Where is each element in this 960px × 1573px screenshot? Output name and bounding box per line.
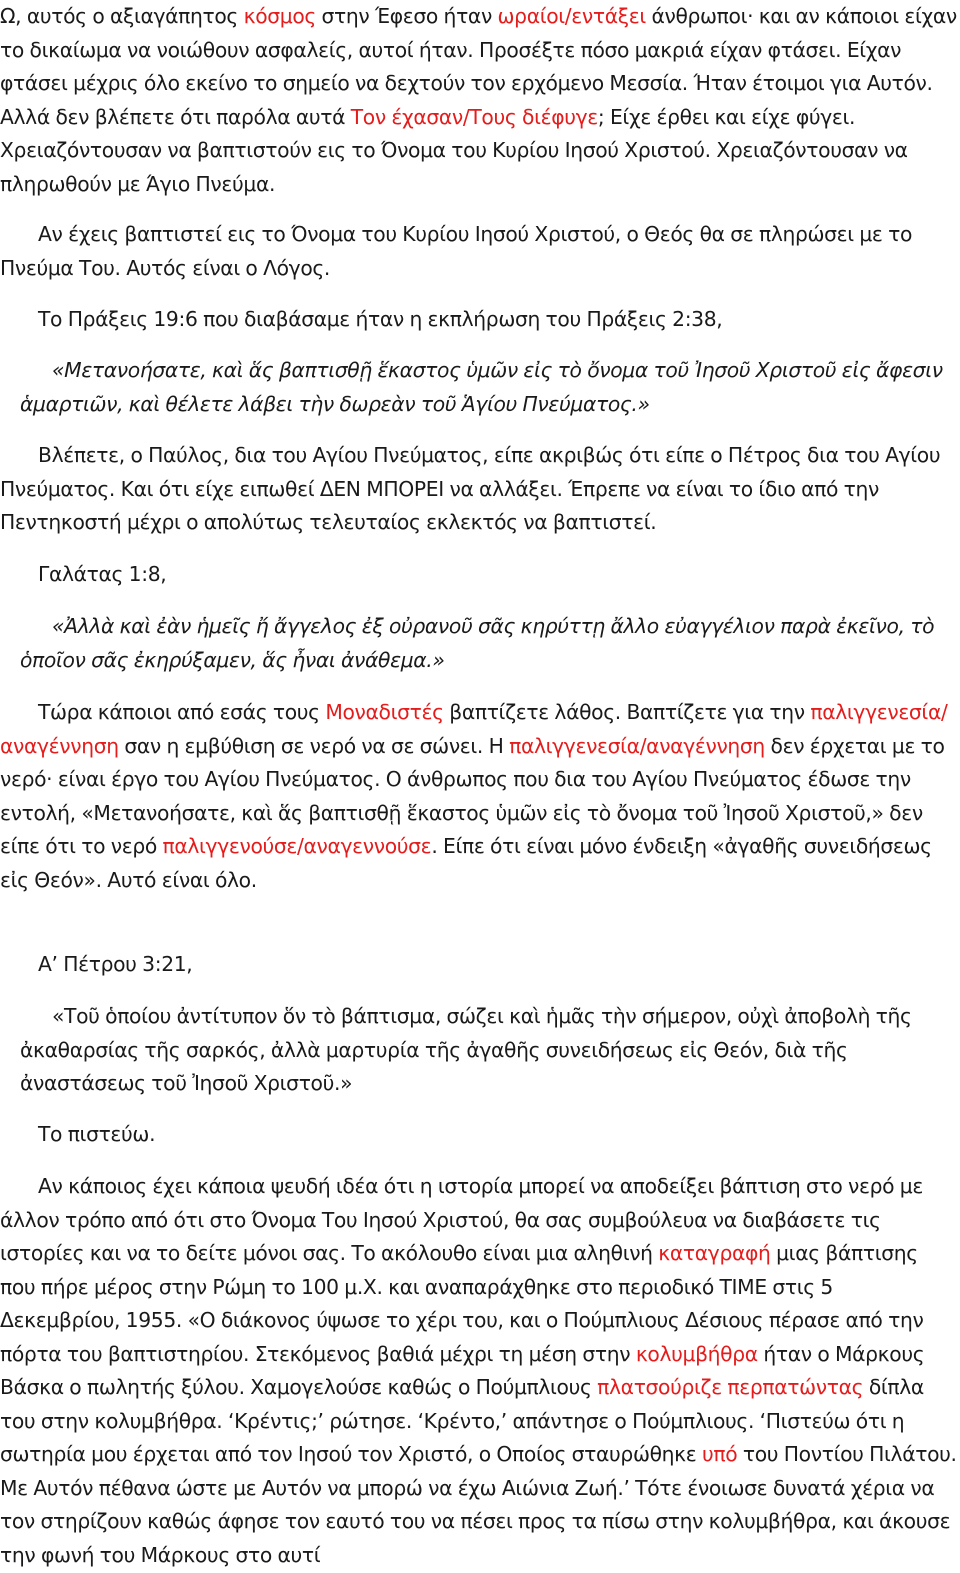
text-run: Ω, αυτός ο αξιαγάπητος xyxy=(0,4,244,28)
highlighted-term: κόσμος xyxy=(243,4,316,28)
text-run: ; Είχε έρθει και είχε φύγει. Χρειαζόντουσαν να βαπτιστούν εις το Όνομα του Κυρίου Ιησού Χριστού. Χρειαζόντουσαν να πληρωθούν με Άγιο Πνεύμα. xyxy=(0,104,908,196)
text-run: βαπτίζετε λάθος. Βαπτίζετε για την xyxy=(443,700,811,724)
paragraph-i-believe xyxy=(0,1118,958,1152)
paragraph-paul-peter xyxy=(0,439,958,540)
highlighted-term: Τον έχασαν/Τους διέφυγε xyxy=(350,104,598,129)
scripture-quote-acts-2-38 xyxy=(0,354,958,421)
text-run: «Τοῦ ὁποίου ἀντίτυπον ὅν τὸ βάπτισμα, σώζει καὶ ἡμᾶς τὴν σήμερον, οὐχὶ ἀποβολὴ τῆς ἀκαθαρσίας τῆς σαρκός, ἀλλὰ μαρτυρία τῆς ἀγαθῆς συνειδήσεως εἰς Θεόν, διὰ τῆς ἀναστάσεως τοῦ Ἰησοῦ Χριστοῦ.» xyxy=(20,1004,912,1095)
text-run: του Ποντίου Πιλάτου. Με Αυτόν πέθανα ώστε με Αυτόν να μπορώ να έχω Αιώνια Ζωή.’ Τότε ένοιωσε δυνατά χέρια να τον στηρίζουν καθώς άφησε τον εαυτό του να πέσει προς τα πίσω στην κολυμβήθρα, και άκουσε την φωνή του Μάρκους στο αυτί xyxy=(0,1442,957,1567)
text-run: άνθρωποι· και αν κάποιοι είχαν το δικαίωμα να νοιώθουν ασφαλείς, αυτοί ήταν. Προσέξτε πόσο μακριά είχαν φτάσει. Είχαν φτάσει μέχρις όλο εκείνο το σημείο να δεχτούν τον ερχόμενο Μεσσία. Ήταν έτοιμοι για Αυτόν. Αλλά δεν βλέπετε ότι παρόλα αυτά xyxy=(0,4,957,129)
text-run: δεν έρχεται με το νερό· είναι έργο του Αγίου Πνεύματος. Ο άνθρωπος που δια του Αγίου Πνεύματος έδωσε την εντολή, «Μετανοήσατε, καὶ ἅς βαπτισθῇ ἕκαστος ὑμῶν εἰς τὸ ὄνομα τοῦ Ἰησοῦ Χριστοῦ,» δεν είπε ότι το νερό xyxy=(0,733,945,858)
text-run: Βλέπετε, ο Παύλος, δια του Αγίου Πνεύματος, είπε ακριβώς ότι είπε ο Πέτρος δια του Αγίου Πνεύματος. Και ότι είχε ειπωθεί ΔΕΝ ΜΠΟΡΕΙ να αλλάξει. Έπρεπε να είναι το ίδιο από την Πεντηκοστή μέχρι ο απολύτως τελευταίος εκλεκτός να βαπτιστεί. xyxy=(0,443,941,534)
highlighted-term: Μοναδιστές xyxy=(325,700,444,724)
paragraph-efesos xyxy=(0,0,958,201)
text-run: «Ἀλλὰ καὶ ἐὰν ἡμεῖς ἤ ἄγγελος ἐξ οὐρανοῦ σᾶς κηρύττῃ ἄλλο εὐαγγέλιον παρὰ ἐκεῖνο, τὸ ὁποῖον σᾶς ἐκηρύξαμεν, ἅς ἦναι ἀνάθεμα.» xyxy=(20,614,935,672)
text-run: Το Πράξεις 19:6 που διαβάσαμε ήταν η εκπλήρωση του Πράξεις 2:38, xyxy=(38,307,723,331)
highlighted-term: καταγραφή xyxy=(658,1241,771,1265)
highlighted-term: κολυμβήθρα xyxy=(635,1341,758,1366)
text-run: Το πιστεύω. xyxy=(38,1122,156,1146)
text-run: Α’ Πέτρου 3:21, xyxy=(38,952,193,976)
text-run: ήταν ο Μάρκους Βάσκα ο πωλητής ξύλου. Χαμογελούσε καθώς ο Πούμπλιους xyxy=(0,1341,925,1399)
text-run: Αν έχεις βαπτιστεί εις το Όνομα του Κυρίου Ιησού Χριστού, ο Θεός θα σε πληρώσει με το Πνεύμα Του. Αυτός είναι ο Λόγος. xyxy=(0,222,913,280)
scripture-quote-1-peter-3-21 xyxy=(0,1000,958,1101)
text-run: Τώρα κάποιοι από εσάς τους xyxy=(38,700,326,724)
text-run: δίπλα του στην κολυμβήθρα. ‘Κρέντις;’ ρώτησε. ‘Κρέντο,’ απάντησε ο Πούμπλιους. ‘Πιστεύω ότι η σωτηρία μου έρχεται από τον Ιησού τον Χριστό, ο Οποίος σταυρώθηκε xyxy=(0,1375,924,1466)
paragraph-history-baptism xyxy=(0,1170,958,1572)
paragraph-galatians-reference xyxy=(0,558,958,592)
text-run: σαν η εμβύθιση σε νερό να σε σώνει. Η xyxy=(118,733,510,758)
highlighted-term: παλιγγενεσία/αναγέννηση xyxy=(509,733,765,758)
highlighted-term: υπό xyxy=(701,1442,738,1466)
text-run: Γαλάτας 1:8, xyxy=(38,562,167,586)
text-run: «Μετανοήσατε, καὶ ἅς βαπτισθῇ ἕκαστος ὑμῶν εἰς τὸ ὄνομα τοῦ Ἰησοῦ Χριστοῦ εἰς ἄφεσιν ἁμαρτιῶν, καὶ θέλετε λάβει τὴν δωρεὰν τοῦ Ἁγίου Πνεύματος.» xyxy=(20,358,943,416)
highlighted-term: παλιγγενεσία/αναγέννηση xyxy=(0,700,948,758)
paragraph-oneness-baptism xyxy=(0,696,958,897)
paragraph-baptism-name xyxy=(0,218,958,285)
highlighted-term: πλατσούριζε περπατώντας xyxy=(597,1375,864,1399)
text-run: στην Έφεσο ήταν xyxy=(315,4,498,28)
scripture-quote-galatians-1-8 xyxy=(0,610,958,677)
highlighted-term: παλιγγενούσε/αναγεννούσε xyxy=(162,834,432,858)
text-run: μιας βάπτισης που πήρε μέρος στην Ρώμη το 100 μ.Χ. και αναπαράχθηκε στο περιοδικό TIME στις 5 Δεκεμβρίου, 1955. «Ο διάκονος ύψωσε το χέρι του, και ο Πούμπλιους Δέσιους πέρασε από την πόρτα του βαπτιστηρίου. Στεκόμενος βαθιά μέχρι τη μέση στην xyxy=(0,1241,924,1366)
highlighted-term: ωραίοι/εντάξει xyxy=(497,4,646,28)
text-run: Αν κάποιος έχει κάποια ψευδή ιδέα ότι η ιστορία μπορεί να αποδείξει βάπτιση στο νερό με άλλον τρόπο από ότι στο Όνομα Του Ιησού Χριστού, θα σας συμβούλευα να διαβάσετε τις ιστορίες και να το δείτε μόνοι σας. Το ακόλουθο είναι μια αληθινή xyxy=(0,1174,923,1265)
text-run: . Είπε ότι είναι μόνο ένδειξη «ἀγαθῆς συνειδήσεως εἰς Θεόν». Αυτό είναι όλο. xyxy=(0,834,932,892)
paragraph-1-peter-reference xyxy=(0,948,958,982)
paragraph-acts-reference xyxy=(0,303,958,337)
